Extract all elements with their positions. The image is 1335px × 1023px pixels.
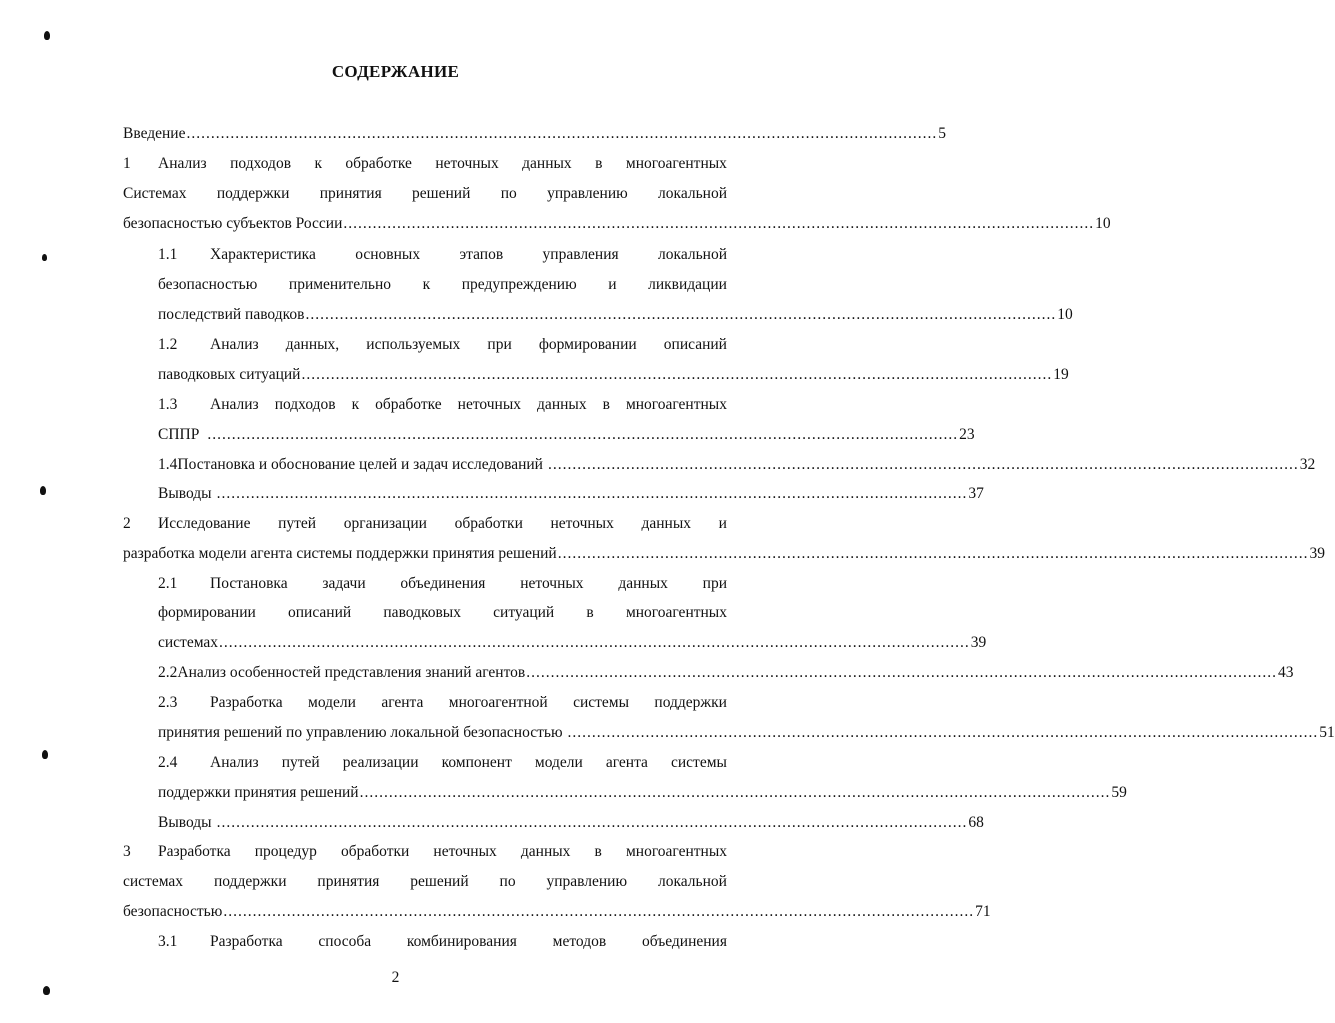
toc-num: 2.4 (158, 754, 178, 771)
word: Исследование (158, 515, 251, 532)
word: многоагентных (625, 155, 727, 172)
word: неточных (550, 515, 614, 532)
word: задачи (322, 575, 366, 592)
word: решений (412, 185, 471, 202)
toc-page: 23 (959, 426, 975, 443)
toc-text: паводковых ситуаций (158, 366, 301, 383)
word: по (500, 185, 517, 202)
word: многоагентных (625, 396, 727, 413)
leader-dots: .......................................................................................................................................................... (223, 903, 975, 920)
word: процедур (254, 843, 317, 860)
word: управлению (547, 185, 628, 202)
word: данных (522, 155, 572, 172)
word: описаний (663, 336, 727, 353)
word: в (602, 396, 610, 413)
word: предупреждению (461, 276, 577, 293)
word: описаний (288, 604, 352, 621)
word: системы (573, 694, 630, 711)
toc-entry-ch2-line1 (123, 514, 727, 534)
word: и (608, 276, 617, 293)
toc-num: 3.1 (158, 933, 178, 950)
word: безопасностью (158, 276, 258, 293)
word: паводковых (383, 604, 461, 621)
word: путей (281, 754, 320, 771)
word: этапов (459, 246, 504, 263)
word: системы (671, 754, 727, 771)
word: компонент (441, 754, 512, 771)
word: к (314, 155, 322, 172)
leader-dots: .......................................................................................................................................................... (305, 306, 1057, 323)
toc-page: 10 (1057, 306, 1073, 323)
toc-page: 39 (970, 634, 987, 651)
toc-text: системах (158, 634, 219, 651)
word: к (422, 276, 431, 293)
toc-text: поддержки принятия решений (158, 784, 359, 801)
word: поддержки (654, 694, 727, 711)
toc-entry-1-3-line2 (158, 425, 975, 445)
word: Анализ (210, 754, 259, 771)
toc-entry-ch1-line3 (123, 214, 1111, 234)
leader-dots: .......................................................................................................................................................... (343, 215, 1095, 232)
toc-text: разработка модели агента системы поддержки принятия решений (123, 545, 557, 562)
word: при (487, 336, 512, 353)
toc-entry-ch3-line2 (123, 872, 727, 892)
toc-num: 1.4 (158, 456, 178, 473)
leader-dots: .......................................................................................................................................................... (301, 366, 1053, 383)
word: формировании (158, 604, 256, 621)
toc-entry-ch3-line3 (123, 902, 991, 922)
toc-entry-ch1-line2 (123, 184, 727, 204)
word: объединения (400, 575, 486, 592)
word: Постановка (210, 575, 288, 592)
scan-mark (44, 31, 50, 40)
word: многоагентных (625, 604, 727, 621)
toc-entry-2-4-line2 (158, 783, 1127, 803)
word: данных (537, 396, 587, 413)
word: поддержки (213, 873, 287, 890)
toc-num: 3 (123, 843, 131, 860)
toc-page: 59 (1111, 784, 1127, 801)
leader-dots: .......................................................................................................................................................... (359, 784, 1111, 801)
word: обработке (375, 396, 442, 413)
word: неточных (433, 843, 497, 860)
toc-entry-2-1-line3 (158, 633, 987, 653)
word: данных (618, 575, 668, 592)
word: системах (123, 873, 184, 890)
toc-page: 5 (938, 125, 946, 142)
toc-entry-ch2-line2 (123, 544, 1325, 564)
toc-entry-1-2-line1 (158, 335, 727, 355)
word: обработки (341, 843, 410, 860)
word: основных (355, 246, 421, 263)
toc-entry-2-3-line2 (158, 723, 1335, 743)
word: обработке (345, 155, 412, 172)
toc-page: 37 (968, 485, 984, 502)
toc-entry-ch3-line1 (123, 842, 727, 862)
toc-entry-conclusions-1 (158, 484, 984, 504)
word: модели (308, 694, 356, 711)
toc-entry-2-3-line1 (158, 693, 727, 713)
word: неточных (435, 155, 499, 172)
toc-entry-2-1-line1 (158, 574, 727, 594)
word: реализации (342, 754, 419, 771)
word: формировании (538, 336, 637, 353)
toc-entry-2-2 (158, 663, 1294, 683)
toc-page: 68 (968, 814, 984, 831)
leader-dots: .......................................................................................................................................................... (186, 125, 938, 142)
scan-mark (40, 486, 46, 495)
scan-mark (43, 986, 50, 995)
leader-dots: .......................................................................................................................................................... (526, 664, 1277, 681)
word: по (499, 873, 516, 890)
toc-num: 2.2 (158, 664, 178, 681)
toc-page: 19 (1053, 366, 1069, 383)
scan-mark (42, 254, 47, 261)
word: Анализ (158, 155, 207, 172)
toc-entry-ch1-line1 (123, 154, 727, 174)
toc-text: Постановка и обоснование целей и задач исследований (177, 456, 543, 473)
word: Анализ (210, 396, 259, 413)
toc-entry-2-4-line1 (158, 753, 727, 773)
toc-entry-1-4 (158, 455, 1316, 475)
word: подходов (274, 396, 336, 413)
word: неточных (457, 396, 522, 413)
toc-num: 2.1 (158, 575, 178, 592)
toc-text: принятия решений по управлению локальной безопасностью (158, 724, 563, 741)
toc-entry-1-2-line2 (158, 365, 1069, 385)
leader-dots: .......................................................................................................................................................... (216, 814, 968, 831)
leader-dots: .......................................................................................................................................................... (207, 426, 959, 443)
word: Разработка (210, 933, 283, 950)
leader-dots: .......................................................................................................................................................... (216, 485, 968, 502)
word: обработки (454, 515, 523, 532)
word: к (351, 396, 360, 413)
word: Характеристика (210, 246, 316, 263)
word: ситуаций (493, 604, 555, 621)
toc-text: безопасностью субъектов России (123, 215, 343, 232)
word: управлению (546, 873, 628, 890)
toc-text: Введение (123, 125, 186, 142)
word: Системах (123, 185, 187, 202)
word: путей (278, 515, 317, 532)
word: применительно (288, 276, 392, 293)
word: принятия (317, 873, 380, 890)
toc-text: Выводы (158, 485, 212, 502)
word: данных (641, 515, 691, 532)
word: ликвидации (648, 276, 727, 293)
toc-entry-1-1-line1 (158, 245, 727, 265)
toc-entry-1-1-line3 (158, 305, 1073, 325)
word: поддержки (216, 185, 290, 202)
toc-num: 1.2 (158, 336, 178, 353)
toc-entry-3-1-line1 (158, 932, 727, 952)
word: в (594, 843, 602, 860)
word: используемых (366, 336, 461, 353)
toc-entry-2-1-line2 (158, 603, 727, 623)
word: Разработка (158, 843, 231, 860)
word: данных, (285, 336, 340, 353)
word: принятия (319, 185, 382, 202)
word: в (595, 155, 603, 172)
toc-entry-1-1-line2 (158, 275, 727, 295)
toc-entry-conclusions-2 (158, 813, 984, 833)
page-number: 2 (391, 969, 400, 986)
word: агента (381, 694, 424, 711)
leader-dots: .......................................................................................................................................................... (567, 724, 1319, 741)
toc-page: 39 (1309, 545, 1325, 562)
toc-page: 43 (1277, 664, 1294, 681)
word: данных (520, 843, 571, 860)
word: при (702, 575, 727, 592)
page-title: СОДЕРЖАНИЕ (331, 62, 460, 81)
word: объединения (641, 933, 727, 950)
word: многоагентных (625, 843, 727, 860)
word: локальной (657, 873, 727, 890)
toc-page: 32 (1299, 456, 1316, 473)
toc-num: 2 (123, 515, 131, 532)
toc-page: 71 (975, 903, 991, 920)
leader-dots: .......................................................................................................................................................... (557, 545, 1309, 562)
leader-dots: .......................................................................................................................................................... (547, 456, 1299, 473)
word: локальной (658, 246, 727, 263)
word: в (586, 604, 594, 621)
toc-num: 2.3 (158, 694, 178, 711)
toc-text: последствий паводков (158, 306, 305, 323)
toc-page: 51 (1319, 724, 1335, 741)
word: Разработка (210, 694, 283, 711)
word: локальной (658, 185, 727, 202)
toc-page: 10 (1095, 215, 1111, 232)
leader-dots: .......................................................................................................................................................... (219, 634, 970, 651)
word: подходов (230, 155, 292, 172)
word: организации (343, 515, 427, 532)
toc-num: 1.3 (158, 396, 178, 413)
toc-text: СППР (158, 426, 200, 443)
toc-num: 1.1 (158, 246, 178, 263)
toc-num: 1 (123, 155, 131, 172)
word: агента (605, 754, 648, 771)
word: способа (318, 933, 372, 950)
scan-mark (42, 750, 48, 759)
toc-text: Выводы (158, 814, 212, 831)
word: комбинирования (406, 933, 517, 950)
word: методов (552, 933, 607, 950)
word: Анализ (210, 336, 259, 353)
word: многоагентной (448, 694, 548, 711)
toc-entry-1-3-line1 (158, 395, 727, 415)
word: неточных (520, 575, 584, 592)
toc-text: безопасностью (123, 903, 223, 920)
toc-text: Анализ особенностей представления знаний агентов (177, 664, 526, 681)
word: решений (410, 873, 469, 890)
word: и (718, 515, 727, 532)
toc-entry-intro (123, 124, 946, 144)
word: модели (534, 754, 583, 771)
word: управления (542, 246, 619, 263)
